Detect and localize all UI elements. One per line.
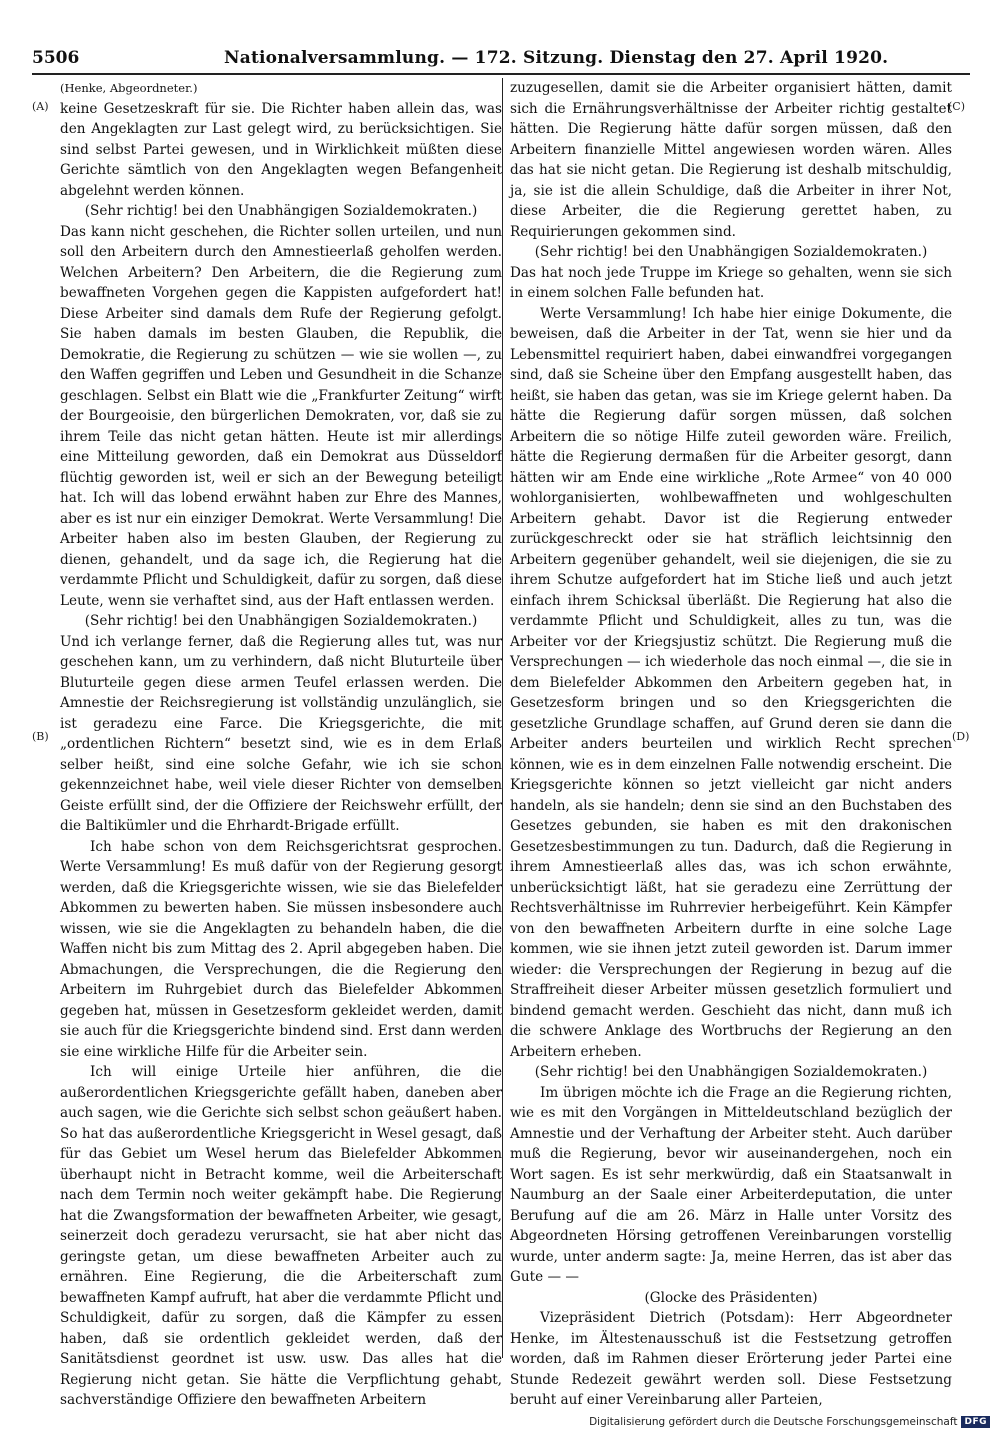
interjection: (Sehr richtig! bei den Unabhängigen Sozialdemokraten.): [534, 244, 928, 260]
margin-marker-b: (B): [32, 730, 49, 743]
page-title: Nationalversammlung. — 172. Sitzung. Dienstag den 27. April 1920.: [224, 48, 889, 68]
paragraph: keine Gesetzeskraft für sie. Die Richter haben allein das, was den Angeklagten zur Last gelegt wird, zu berücksichtigen. Sie sind selbst Partei gewesen, und in Wirklichkeit müßten diese Gerichte sämtlich von den Angeklagten wegen Befangenheit abgelehnt werden können.: [60, 100, 502, 199]
paragraph: Das hat noch jede Truppe im Kriege so gehalten, wenn sie sich in einem solchen Falle befunden hat.: [510, 264, 952, 301]
page-number: 5506: [32, 48, 80, 68]
paragraph: Im übrigen möchte ich die Frage an die Regierung richten, wie es mit den Vorgängen in Mitteldeutschland bezüglich der Amnestie und der Verhaftung der Arbeiter steht. Auch darüber muß die Regierung, bevor wir auseinandergehen, noch ein Wort sagen. Es ist sehr merkwürdig, daß ein Staatsanwalt in Naumburg an der Saale einer Arbeiterdeputation, die unter Berufung auf die am 26. März in Halle unter Vorsitz des Abgeordneten Hörsing getroffenen Vereinbarungen vorstellig wurde, unter anderm sagte: Ja, meine Herren, das ist aber das Gute — —: [510, 1084, 952, 1285]
dfg-logo-icon: DFG: [961, 1416, 990, 1428]
footer-credit: Digitalisierung gefördert durch die Deutsche Forschungsgemeinschaft: [589, 1416, 958, 1428]
right-column: [510, 78, 952, 1411]
page-header: [32, 44, 970, 74]
margin-marker-c: (C): [948, 100, 965, 113]
column-divider: [502, 78, 503, 1358]
paragraph: Und ich verlange ferner, daß die Regierung alles tut, was nur geschehen kann, um zu verhindern, daß nicht Bluturteile über Bluturteile gegen diese armen Teufel erlassen werden. Die Amnestie der Reichsregierung ist vollständig unzulänglich, sie ist geradezu eine Farce. Die Kriegsgerichte, die mit „ordentlichen Richtern“ besetzt sind, wie es in dem Erlaß selber heißt, sind eine solche Gefahr, wie ich sie schon gekennzeichnet habe, weil viele dieser Richter von demselben Geiste erfüllt sind, der die Offiziere der Reichswehr erfüllt, der die Baltikümler und die Ehrhardt-Brigade erfüllt.: [60, 633, 502, 834]
paragraph: Ich habe schon von dem Reichsgerichtsrat gesprochen. Werte Versammlung! Es muß dafür von der Regierung gesorgt werden, daß die Kriegsgerichte wissen, wie sie das Bielefelder Abkommen zu bewerten haben. Sie müssen insbesondere auch wissen, wie sie die Angeklagten zu behandeln haben, die die Waffen nicht bis zum Mittag des 2. April abgegeben haben. Die Abmachungen, die Versprechungen, die die Regierung den Arbeitern im Ruhrgebiet durch das Bielefelder Abkommen gegeben hat, müssen in Gesetzesform gekleidet werden, damit sie auch für die Kriegsgerichte bindend sind. Erst dann werden sie eine wirkliche Hilfe für die Arbeiter sein.: [60, 838, 502, 1060]
paragraph: Das kann nicht geschehen, die Richter sollen urteilen, und nun soll den Arbeitern durch den Amnestieerlaß geholfen werden. Welchen Arbeitern? Den Arbeitern, die die Regierung zum bewaffneten Vorgehen gegen die Kappisten aufgefordert hat! Diese Arbeiter sind damals dem Rufe der Regierung gefolgt. Sie haben damals im besten Glauben, die Republik, die Demokratie, die Regierung zu schützen — wie sie wollen —, zu den Waffen gegriffen und Leben und Gesundheit in die Schanze geschlagen. Selbst ein Blatt wie die „Frankfurter Zeitung“ wirft der Bourgeoisie, den bürgerlichen Demokraten, vor, daß sie zu ihrem Teile das nicht getan hätten. Heute ist mir allerdings eine Mitteilung geworden, daß ein Demokrat aus Düsseldorf flüchtig geworden ist, weil er sich an der Bewegung beteiligt hat. Ich will das lobend erwähnt haben zur Ehre des Mannes, aber es ist nur ein einziger Demokrat. Werte Versammlung! Die Arbeiter haben also im besten Glauben, der Regierung zu dienen, gehandelt, und da sage ich, die Regierung hat die verdammte Pflicht und Schuldigkeit, dafür zu sorgen, daß diese Leute, wenn sie verhaftet sind, aus der Haft entlassen werden.: [60, 223, 502, 609]
footer: [589, 1416, 990, 1428]
speaker-header: (Henke, Abgeordneter.): [60, 81, 198, 95]
left-column: [60, 78, 502, 1411]
header-rule: [32, 73, 970, 75]
interjection: (Sehr richtig! bei den Unabhängigen Sozialdemokraten.): [84, 613, 478, 629]
paragraph: Ich will einige Urteile hier anführen, die die außerordentlichen Kriegsgerichte gefällt haben, daneben aber auch sagen, wie die Gerichte sich selbst schon geäußert haben. So hat das außerordentliche Kriegsgericht in Wesel gesagt, daß für das Gebiet um Wesel herum das Bielefelder Abkommen überhaupt nicht in Betracht komme, weil die Arbeiterschaft nach dem Termin noch weiter gekämpft habe. Die Regierung hat die Zwangsformation der bewaffneten Arbeiter, wie gesagt, seinerzeit doch geradezu verursacht, sie hat aber nicht das geringste getan, um diese bewaffneten Arbeiter auch zu ernähren. Eine Regierung, die die Arbeiterschaft zum bewaffneten Kampf aufruft, hat aber die verdammte Pflicht und Schuldigkeit, dafür zu sorgen, daß die Kämpfer zu essen haben, daß sie ordentlich gekleidet werden, daß der Sanitätsdienst geordnet ist usw. usw. Das alles hat die Regierung nicht getan. Sie hätte die Verpflichtung gehabt, sachverständige Offiziere den bewaffneten Arbeitern: [60, 1064, 502, 1408]
stage-direction: (Glocke des Präsidenten): [644, 1289, 818, 1306]
paragraph: Vizepräsident Dietrich (Potsdam): Herr Abgeordneter Henke, im Ältestenausschuß ist die Festsetzung getroffen worden, daß im Rahmen dieser Erörterung jeder Partei eine Stunde Redezeit gewährt werden soll. Diese Festsetzung beruht auf einer Vereinbarung aller Parteien,: [510, 1310, 952, 1408]
margin-marker-d: (D): [952, 730, 970, 743]
paragraph: Werte Versammlung! Ich habe hier einige Dokumente, die beweisen, daß die Arbeiter in der Tat, wenn sie hier und da Lebensmittel requiriert haben, dabei einwandfrei vorgegangen sind, daß sie Scheine über den Empfang ausgestellt haben, das heißt, sie haben das getan, was sie im Kriege gelernt haben. Da hätte die Regierung dafür sorgen müssen, daß solchen Arbeitern die so nötige Hilfe zuteil geworden wäre. Freilich, hätte die Regierung dermaßen für die Arbeiter gesorgt, dann hätten wir am Ende eine wirkliche „Rote Armee“ von 40 000 wohlorganisierten, wohlbewaffneten und wohlgeschulten Arbeitern gehabt. Davor ist die Regierung entweder zurückgeschreckt oder sie hat sträflich leichtsinnig den Arbeitern gegenüber gehandelt, weil sie diejenigen, die sie zu ihrem Schutze aufgefordert hat im Stiche ließ und auch jetzt einfach ihrem Schicksal überläßt. Die Regierung hat also die verdammte Pflicht und Schuldigkeit, alles zu tun, was die Arbeiter vor der Kriegsjustiz schützt. Die Regierung muß die Versprechungen — ich wiederhole das noch einmal —, die sie in dem Bielefelder Abkommen den Arbeitern gegeben hat, in Gesetzesform bringen und so den Kriegsgerichten die gesetzliche Grundlage schaffen, auf Grund deren sie dann die Arbeiter anders beurteilen und wirklich Recht sprechen können, wie es in dem einzelnen Falle notwendig erscheint. Die Kriegsgerichte können so jetzt vielleicht gar nicht anders handeln, als sie handeln; denn sie sind an den Buchstaben des Gesetzes gebunden, sie haben es mit den drakonischen Gesetzesbestimmungen zu tun. Dadurch, daß die Regierung in ihrem Amnestieerlaß alles das, was ich schon erwähnte, unberücksichtigt läßt, hat sie geradezu eine Zerrüttung der Rechtsverhältnisse im Ruhrrevier herbeigeführt. Kein Kämpfer von den bewaffneten Arbeitern durfte in eine solche Lage kommen, wie sie ihnen jetzt zuteil geworden ist. Darum immer wieder: die Versprechungen der Regierung in bezug auf die Straffreiheit dieser Arbeiter müssen gesetzlich formuliert und bindend gemacht werden. Geschieht das nicht, dann muß ich die schwere Anklage des Wortbruchs der Regierung an den Arbeitern erheben.: [510, 305, 952, 1060]
paragraph: zuzugesellen, damit sie die Arbeiter organisiert hätten, damit sich die Ernährungsverhältnisse der Arbeiter richtig gestaltet hätten. Die Regierung hätte dafür sorgen müssen, daß den Arbeitern finanzielle Mittel angewiesen worden wären. Alles das hat sie nicht getan. Die Regierung ist deshalb mitschuldig, ja, sie ist die allein Schuldige, daß die Arbeiter in ihrer Not, diese Arbeiter, die die Regierung gerettet haben, zu Requirierungen gekommen sind.: [510, 80, 952, 240]
interjection: (Sehr richtig! bei den Unabhängigen Sozialdemokraten.): [84, 203, 478, 219]
margin-marker-a: (A): [32, 100, 49, 113]
interjection: (Sehr richtig! bei den Unabhängigen Sozialdemokraten.): [534, 1064, 928, 1080]
